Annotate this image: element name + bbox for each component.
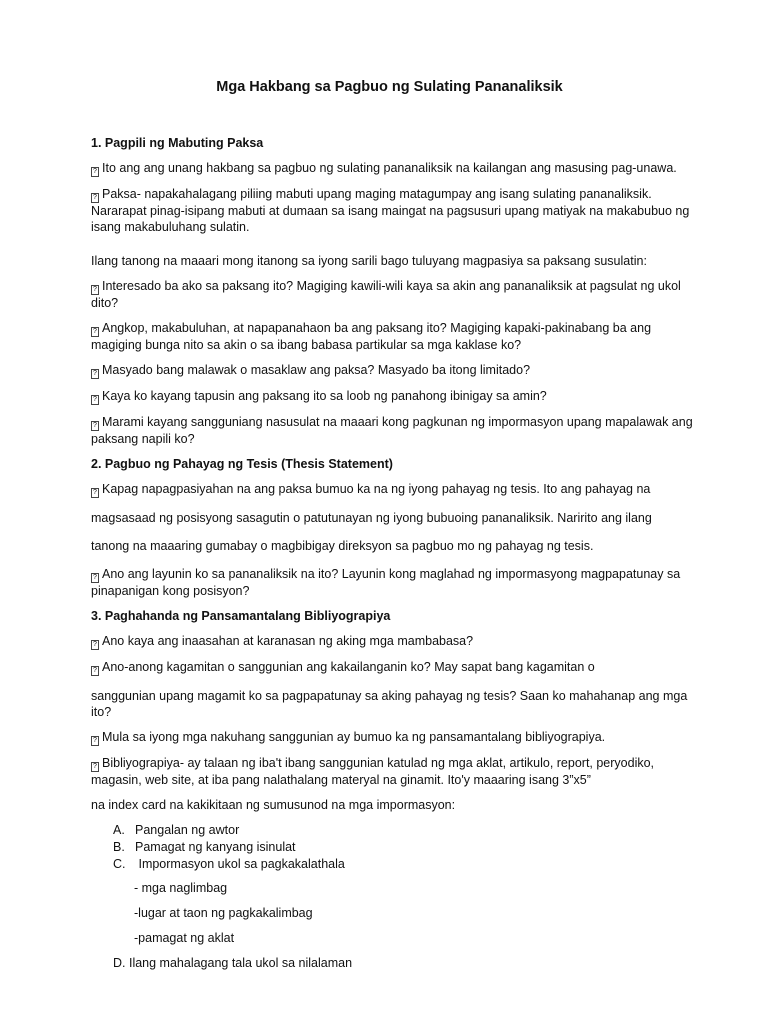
question-text: Masyado bang malawak o masaklaw ang paksa? Masyado ba itong limitado?: [102, 363, 531, 377]
section-3-heading: 3. Paghahanda ng Pansamantalang Bibliyograpiya: [91, 609, 391, 623]
list-text: Pangalan ng awtor: [135, 823, 240, 837]
missing-glyph-icon: ?: [91, 167, 99, 177]
question-text: Angkop, makabuluhan, at napapanahaon ba ang paksang ito? Magiging kapaki-pakinabang ba ang magiging bunga nito sa akin o sa ibang babasa partikular sa mga kaklase ko?: [91, 321, 652, 352]
question-item: [91, 278, 698, 311]
missing-glyph-icon: ?: [91, 640, 99, 650]
paragraph: [91, 186, 698, 235]
paragraph-line: tanong na maaaring gumabay o magbibigay direksyon sa pagbuo mo ng pahayag ng tesis.: [91, 539, 594, 553]
missing-glyph-icon: ?: [91, 762, 99, 772]
list-item: [113, 839, 698, 855]
paragraph-text: Ito ang ang unang hakbang sa pagbuo ng sulating pananaliksik na kailangan ang masusing pag-unawa.: [102, 161, 677, 175]
paragraph-line: na index card na kakikitaan ng sumusunod na mga impormasyon:: [91, 798, 456, 812]
missing-glyph-icon: ?: [91, 285, 99, 295]
question-item: [91, 414, 698, 447]
paragraph-line: sanggunian upang magamit ko sa pagpapatunay sa aking pahayag ng tesis? Saan ko mahahanap ang mga ito?: [91, 689, 688, 719]
paragraph: [91, 729, 698, 746]
sub-list-item: - mga naglimbag: [134, 881, 228, 895]
document-title: Mga Hakbang sa Pagbuo ng Sulating Pananaliksik: [216, 79, 563, 95]
question-item: [91, 362, 698, 379]
missing-glyph-icon: ?: [91, 369, 99, 379]
missing-glyph-icon: ?: [91, 488, 99, 498]
questions-intro: Ilang tanong na maaari mong itanong sa iyong sarili bago tuluyang magpasiya sa paksang susulatin:: [91, 254, 647, 268]
missing-glyph-icon: ?: [91, 666, 99, 676]
section-2-heading: 2. Pagbuo ng Pahayag ng Tesis (Thesis Statement): [91, 457, 393, 471]
question-item: [91, 633, 698, 650]
question-item: [91, 388, 698, 405]
question-item: [91, 320, 698, 353]
missing-glyph-icon: ?: [91, 327, 99, 337]
list-item: [113, 856, 698, 872]
sub-list: [134, 880, 698, 946]
question-text: Marami kayang sangguniang nasusulat na maaari kong pagkunan ng impormasyon upang mapalawak ang paksang napili ko?: [91, 415, 693, 446]
list-marker: C.: [113, 857, 126, 871]
question-text: Ano kaya ang inaasahan at karanasan ng aking mga mambabasa?: [102, 634, 474, 648]
paragraph-line: magsasaad ng posisyong sasagutin o patutunayan ng iyong bubuoing pananaliksik. Naririto ang ilang: [91, 511, 652, 525]
missing-glyph-icon: ?: [91, 193, 99, 203]
sub-list-item: -lugar at taon ng pagkakalimbag: [134, 906, 313, 920]
sub-list-item: -pamagat ng aklat: [134, 931, 235, 945]
question-text: Interesado ba ako sa paksang ito? Magiging kawili-wili kaya sa akin ang pananaliksik at pagsulat ng ukol dito?: [91, 279, 681, 310]
paragraph-line: [91, 481, 698, 498]
list-marker: B.: [113, 840, 125, 854]
question-item: [91, 659, 698, 676]
paragraph-text: Mula sa iyong mga nakuhang sanggunian ay bumuo ka ng pansamantalang bibliyograpiya.: [102, 730, 606, 744]
paragraph-text: Kapag napagpasiyahan na ang paksa bumuo ka na ng iyong pahayag ng tesis. Ito ang pahayag na: [102, 482, 651, 496]
paragraph-text: Bibliyograpiya- ay talaan ng iba't ibang sanggunian katulad ng mga aklat, artikulo, report, peryodiko, magasin, web site, at iba pang nalathalang materyal na ginamit. Ito'y maaaring isang 3”x5”: [91, 756, 655, 787]
question-item: [91, 566, 698, 599]
question-text: Ano-anong kagamitan o sanggunian ang kakailanganin ko? May sapat bang kagamitan o: [102, 660, 595, 674]
missing-glyph-icon: ?: [91, 421, 99, 431]
list-text: Pamagat ng kanyang isinulat: [135, 840, 296, 854]
missing-glyph-icon: ?: [91, 395, 99, 405]
list-marker: A.: [113, 823, 125, 837]
paragraph: [91, 160, 698, 177]
paragraph-text: Paksa- napakahalagang piliing mabuti upang maging matagumpay ang isang sulating pananaliksik. Nararapat pinag-isipang mabuti at dumaan sa isang maingat na pagsusuri upang matiyak na makabubuo ng isang makabuluhang sulatin.: [91, 187, 690, 234]
list-item: [113, 822, 698, 838]
list-text: Impormasyon ukol sa pagkakalathala: [135, 857, 345, 871]
section-1-heading: 1. Pagpili ng Mabuting Paksa: [91, 136, 264, 150]
question-text: Kaya ko kayang tapusin ang paksang ito sa loob ng panahong ibinigay sa amin?: [102, 389, 547, 403]
question-text: Ano ang layunin ko sa pananaliksik na ito? Layunin kong maglahad ng impormasyong magpapatunay sa pinapanigan kong posisyon?: [91, 567, 681, 598]
list-item-d: D. Ilang mahalagang tala ukol sa nilalaman: [113, 956, 353, 970]
missing-glyph-icon: ?: [91, 736, 99, 746]
info-list: [113, 822, 698, 872]
paragraph: [91, 755, 698, 788]
missing-glyph-icon: ?: [91, 573, 99, 583]
